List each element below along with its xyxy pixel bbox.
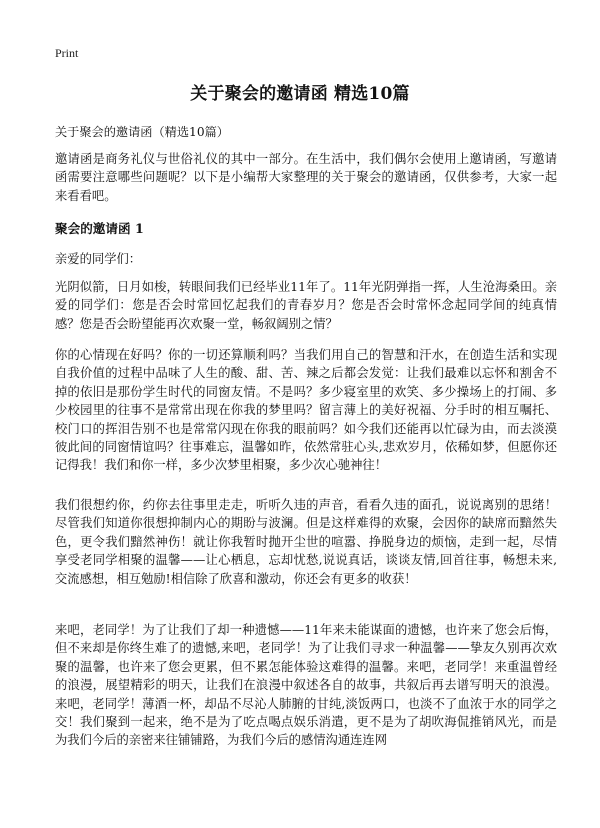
body-paragraph-2: 你的心情现在好吗？你的一切还算顺利吗？当我们用自己的智慧和汗水，在创造生活和实现自我价值的过程中品味了人生的酸、甜、苦、辣之后都会发觉：让我们最难以忘怀和割舍不掉的依旧是那份学生时代的同窗友情。不是吗？多少寝室里的欢笑、多少操场上的打闹、多少校园里的往事不是常常出现在你我的梦里吗？留言薄上的美好祝福、分手时的相互嘱托、校门口的挥泪告别不也是常常闪现在你我的眼前吗？如今我们还能再以忙碌为由，而去淡漠彼此间的同窗情谊吗？往事难忘，温馨如昨，依然常驻心头,悲欢岁月，依稀如梦，但愿你还记得我！我们和你一样，多少次梦里相聚，多少次心驰神往！ [55, 348, 557, 473]
body-paragraph-4: 来吧，老同学！为了让我们了却一种遗憾——11年来未能谋面的遗憾，也许来了您会后悔，但不来却是你终生难了的遗憾,来吧，老同学！为了让我们寻求一种温馨——挚友久别再次欢聚的温馨，也许来了您会更累，但不累怎能体验这难得的温馨。来吧，老同学！来重温曾经的浪漫，展望精彩的明天，让我们在浪漫中叙述各自的故事，共叙后再去谱写明天的浪漫。来吧，老同学！薄酒一杯，却品不尽沁人肺腑的甘纯,淡饭两口，也淡不了血浓于水的同学之交！我们聚到一起来，绝不是为了吃点喝点娱乐消遣，更不是为了胡吹海侃推销风光，而是为我们今后的亲密来往铺铺路，为我们今后的感情沟通连连网 [55, 623, 557, 748]
body-paragraph-3: 我们很想约你，约你去往事里走走，听听久违的声音，看看久违的面孔，说说离别的思绪！尽管我们知道你很想抑制内心的期盼与波澜。但是这样难得的欢聚，会因你的缺席而黯然失色，更令我们黯然神伤！就让你我暂时抛开尘世的喧嚣、挣脱身边的烦恼，走到一起，尽情享受老同学相聚的温馨——让心栖息，忘却忧愁,说说真话，谈谈友情,回首往事，畅想未来,交流感想，相互勉励!相信除了欣喜和激动，你还会有更多的收获！ [55, 498, 557, 586]
body-paragraph-1: 光阴似箭，日月如梭，转眼间我们已经毕业11年了。11年光阴弹指一挥，人生沧海桑田。亲爱的同学们：您是否会时常回忆起我们的青春岁月？您是否会时常怀念起同学间的纯真情感？您是否会盼望能再次欢聚一堂，畅叙阔别之情？ [55, 280, 557, 331]
section-heading: 聚会的邀请函 1 [55, 221, 144, 236]
document-subtitle: 关于聚会的邀请函（精选10篇） [55, 125, 229, 139]
print-link[interactable]: Print [55, 46, 79, 60]
page-title: 关于聚会的邀请函 精选10篇 [190, 84, 410, 104]
greeting-line: 亲爱的同学们： [55, 252, 142, 266]
intro-paragraph: 邀请函是商务礼仪与世俗礼仪的其中一部分。在生活中，我们偶尔会使用上邀请函，写邀请函需要注意哪些问题呢？以下是小编帮大家整理的关于聚会的邀请函，仅供参考，大家一起来看看吧。 [55, 152, 557, 203]
